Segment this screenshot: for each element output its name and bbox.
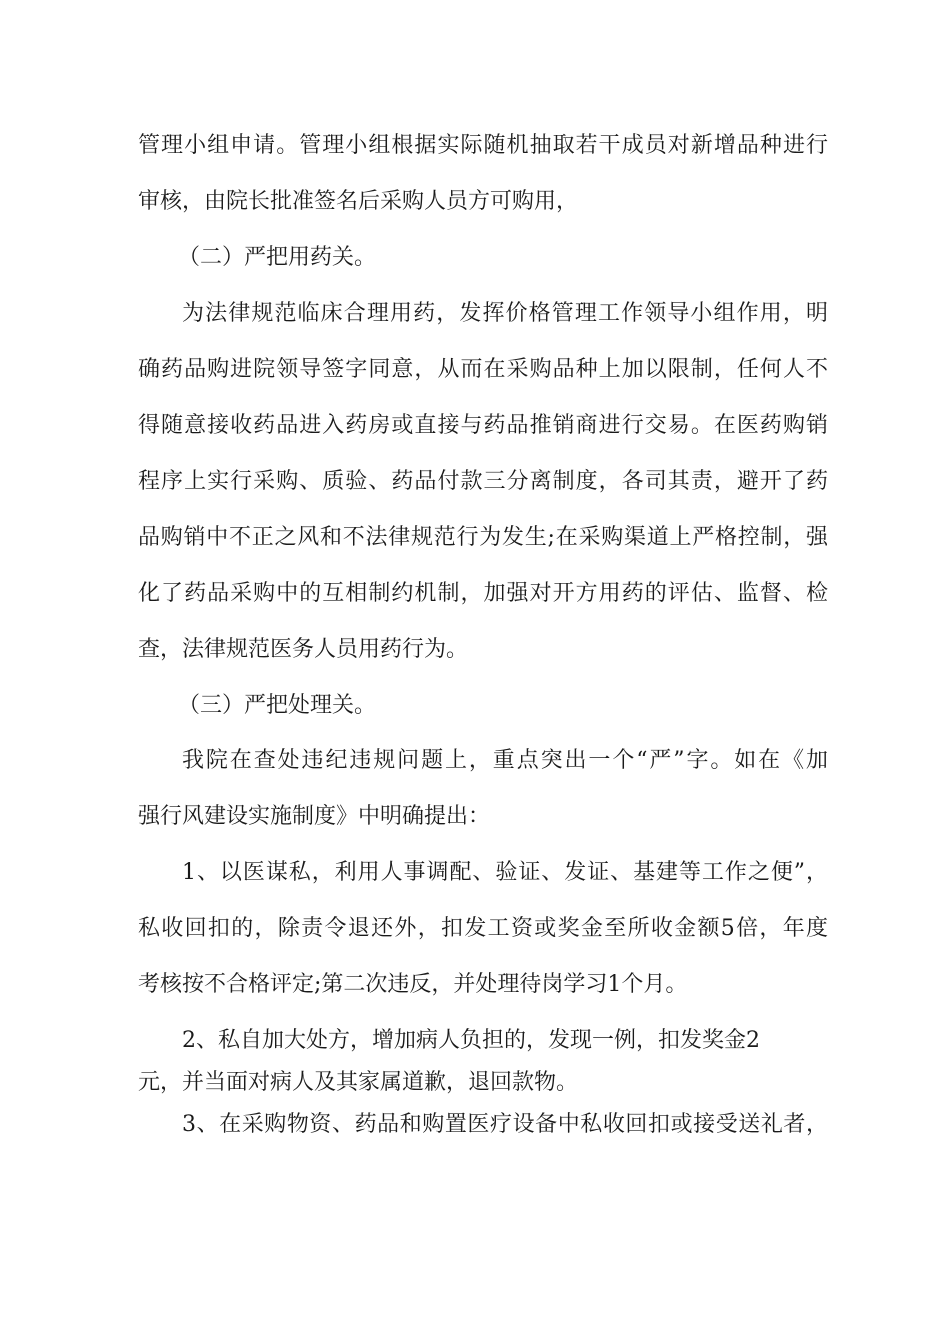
paragraph-line: 确药品购进院领导签字同意，从而在采购品种上加以限制，任何人不 xyxy=(138,357,828,382)
list-item-line: 私收回扣的，除责令退还外，扣发工资或奖金至所收金额5倍，年度 xyxy=(138,916,828,941)
list-item-line: 考核按不合格评定;第二次违反，并处理待岗学习1个月。 xyxy=(138,972,688,997)
paragraph-line: 管理小组申请。管理小组根据实际随机抽取若干成员对新增品种进行 xyxy=(138,133,828,158)
paragraph-line: 化了药品采购中的互相制约机制，加强对开方用药的评估、监督、检 xyxy=(138,581,828,606)
paragraph-line: 强行风建设实施制度》中明确提出： xyxy=(138,804,491,829)
paragraph-line: 品购销中不正之风和不法律规范行为发生;在采购渠道上严格控制，强 xyxy=(138,525,828,550)
paragraph-line: 审核，由院长批准签名后采购人员方可购用， xyxy=(138,189,579,214)
paragraph-line: 程序上实行采购、质验、药品付款三分离制度，各司其责，避开了药 xyxy=(138,469,828,494)
section-heading: （三）严把处理关。 xyxy=(178,693,377,718)
list-item-line: 2、私自加大处方，增加病人负担的，发现一例，扣发奖金2 xyxy=(182,1028,760,1053)
list-item-line: 元，并当面对病人及其家属道歉，退回款物。 xyxy=(138,1070,579,1095)
list-item-line: 3、在采购物资、药品和购置医疗设备中私收回扣或接受送礼者， xyxy=(182,1112,828,1137)
section-heading: （二）严把用药关。 xyxy=(178,245,377,270)
paragraph-line: 为法律规范临床合理用药，发挥价格管理工作领导小组作用，明 xyxy=(182,301,828,326)
paragraph-line: 我院在查处违纪违规问题上，重点突出一个“严”字。如在《加 xyxy=(182,748,828,773)
list-item-line: 1、以医谋私，利用人事调配、验证、发证、基建等工作之便”， xyxy=(182,860,828,885)
paragraph-line: 查，法律规范医务人员用药行为。 xyxy=(138,637,469,662)
paragraph-line: 得随意接收药品进入药房或直接与药品推销商进行交易。在医药购销 xyxy=(138,413,828,438)
